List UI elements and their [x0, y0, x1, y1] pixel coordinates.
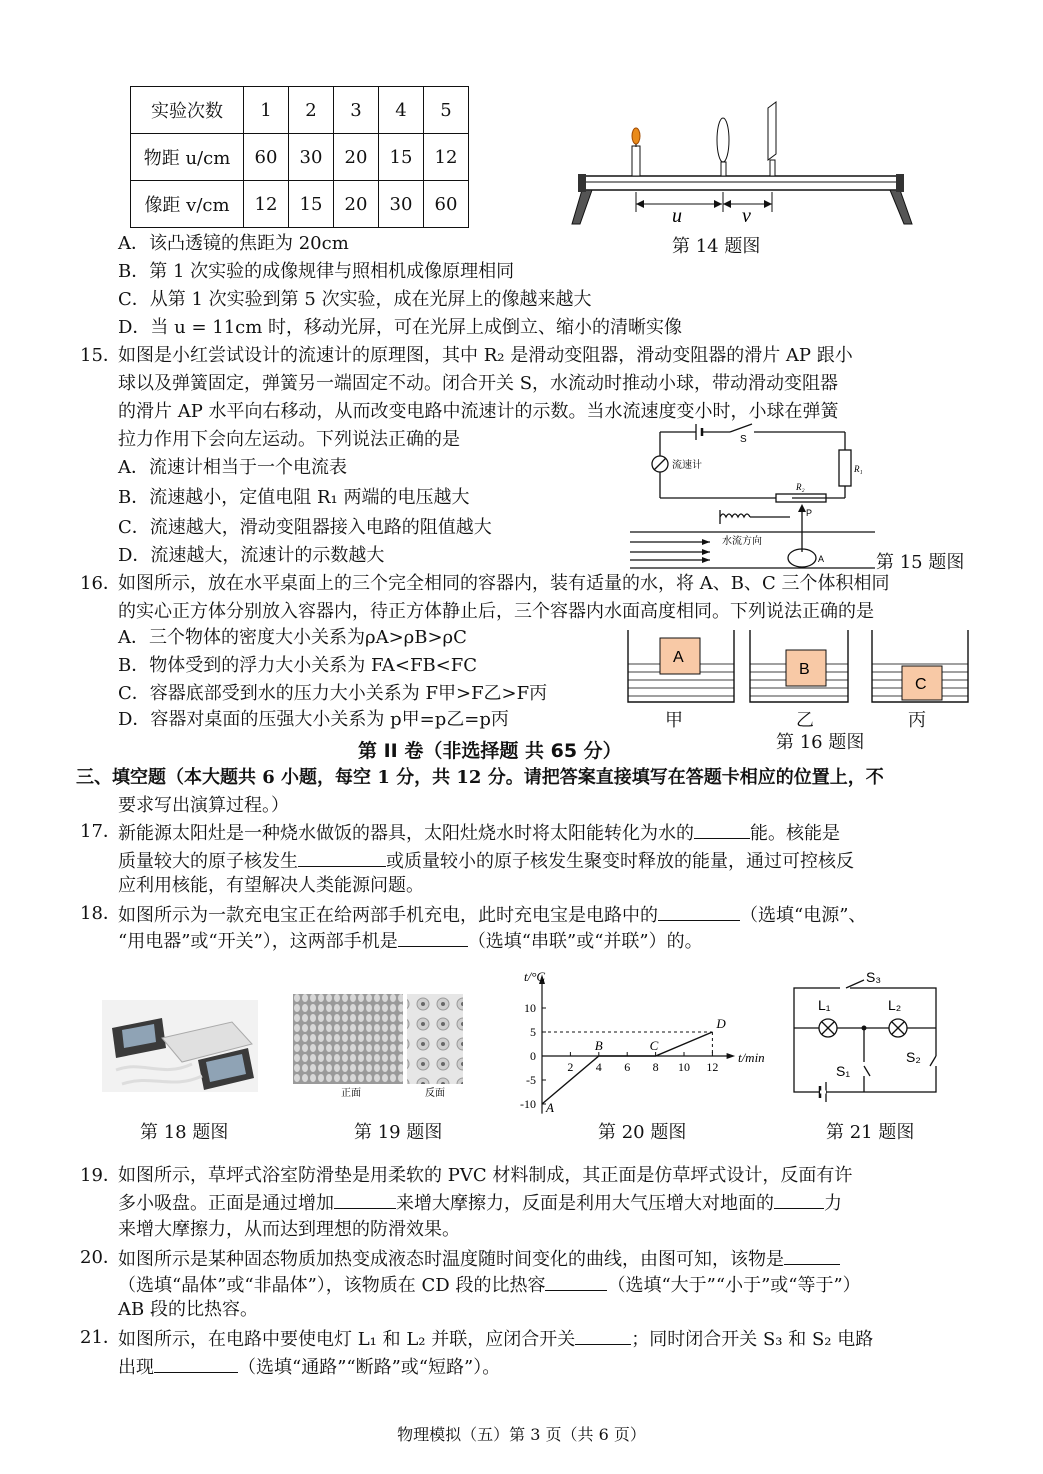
text: 质量较大的原子核发生 — [118, 851, 298, 872]
figure-caption: 第 16 题图 — [776, 732, 865, 753]
table-cell: 2 — [289, 87, 334, 134]
text: 力 — [824, 1193, 842, 1214]
x-tick-label: 10 — [678, 1060, 690, 1074]
question-text — [118, 1272, 861, 1298]
u-label: u — [672, 205, 682, 227]
table-row — [131, 87, 469, 134]
option-text: D．流速越大，流速计的示数越大 — [118, 545, 385, 566]
s1-label: S₁ — [836, 1063, 851, 1079]
y-tick-label: -5 — [526, 1073, 536, 1087]
l2-label: L₂ — [888, 997, 902, 1013]
option-text: C．容器底部受到水的压力大小关系为 F甲>F乙>F丙 — [118, 683, 548, 704]
table-cell: 20 — [334, 134, 379, 181]
question-text: 如图是小红尝试设计的流速计的原理图，其中 R₂ 是滑动变阻器，滑动变阻器的滑片 AP 跟小 — [118, 345, 853, 366]
table-cell: 实验次数 — [131, 87, 244, 134]
option-text: D．容器对桌面的压强大小关系为 p甲=p乙=p丙 — [118, 709, 509, 730]
question-number: 20． — [80, 1247, 121, 1268]
containers-figure — [622, 628, 974, 708]
x-tick-label: 12 — [706, 1060, 719, 1074]
question-text: 应利用核能，有望解决人类能源问题。 — [118, 875, 424, 896]
text: 新能源太阳灶是一种烧水做饭的器具，太阳灶烧水时将太阳能转化为水的 — [118, 823, 694, 844]
text: 多小吸盘。正面是通过增加 — [118, 1193, 334, 1214]
question-text: 的实心正方体分别放入容器内，待正方体静止后，三个容器内水面高度相同。下列说法正确的是 — [118, 601, 874, 622]
option-text: B．第 1 次实验的成像规律与照相机成像原理相同 — [118, 261, 515, 282]
v-label: v — [742, 205, 751, 227]
option-text: C．从第 1 次实验到第 5 次实验，成在光屏上的像越来越大 — [118, 289, 592, 310]
front-label: 正面 — [341, 1088, 361, 1099]
text: （选填“晶体”或“非晶体”），该物质在 CD 段的比热容 — [118, 1275, 546, 1296]
y-tick-label: 10 — [524, 1001, 536, 1015]
question-text — [118, 1354, 500, 1380]
y-tick-label: 0 — [530, 1049, 536, 1063]
meter-label: 流速计 — [672, 460, 702, 471]
answer-blank[interactable] — [398, 928, 468, 947]
r1-label: R₁ — [854, 464, 863, 474]
power-bank-photo — [102, 1000, 258, 1092]
option-text: A．流速计相当于一个电流表 — [118, 457, 347, 478]
table-row — [131, 134, 469, 181]
x-tick-label: 6 — [624, 1060, 631, 1074]
figure-caption: 第 19 题图 — [354, 1122, 443, 1143]
optical-bench-figure — [560, 96, 920, 232]
question-number: 21． — [80, 1327, 121, 1348]
text: 出现 — [118, 1357, 154, 1378]
table-cell: 3 — [334, 87, 379, 134]
answer-blank[interactable] — [694, 820, 750, 839]
question-text — [118, 1246, 840, 1272]
block-a: A — [673, 649, 684, 666]
table-cell: 15 — [379, 134, 424, 181]
table-cell: 15 — [289, 181, 334, 228]
experiment-table — [130, 86, 469, 228]
option-text: A．该凸透镜的焦距为 20cm — [118, 233, 349, 254]
x-tick-label: 2 — [567, 1060, 574, 1074]
text: “用电器”或“开关”），这两部手机是 — [118, 931, 398, 952]
text: 或质量较小的原子核发生聚变时释放的能量，通过可控核反 — [386, 851, 854, 872]
table-cell: 30 — [289, 134, 334, 181]
block-b: B — [799, 661, 810, 678]
point-label: B — [594, 1038, 603, 1053]
figure-caption: 第 20 题图 — [598, 1122, 687, 1143]
flowmeter-circuit-figure — [630, 420, 875, 575]
switch-label: S — [740, 434, 747, 445]
text: （选填“串联”或“并联”）的。 — [467, 931, 703, 952]
question-text — [118, 928, 703, 954]
parallel-circuit-figure — [790, 966, 950, 1106]
question-number: 17． — [80, 821, 121, 842]
text: ；同时闭合开关 S₃ 和 S₂ 电路 — [631, 1329, 874, 1350]
table-cell: 20 — [334, 181, 379, 228]
question-text — [118, 1326, 873, 1352]
section-heading: 要求写出演算过程。） — [118, 795, 289, 816]
question-text: AB 段的比热容。 — [118, 1299, 258, 1320]
question-number: 16． — [80, 573, 121, 594]
answer-blank[interactable] — [545, 1272, 607, 1291]
answer-blank[interactable] — [774, 1190, 824, 1209]
question-text: 的滑片 AP 水平向右移动，从而改变电路中流速计的示数。当水流速度变小时，小球在弹簧 — [118, 401, 839, 422]
text: 能。核能是 — [750, 823, 840, 844]
a-label: A — [818, 554, 825, 564]
question-text — [118, 848, 854, 874]
table-cell: 物距 u/cm — [131, 134, 244, 181]
page-footer: 物理模拟（五）第 3 页（共 6 页） — [397, 1425, 646, 1444]
table-cell: 30 — [379, 181, 424, 228]
s2-label: S₂ — [906, 1049, 921, 1065]
question-text — [118, 820, 840, 846]
container-label: 丙 — [908, 710, 926, 731]
section-heading: 三、填空题（本大题共 6 小题，每空 1 分，共 12 分。请把答案直接填写在答题卡相应的位置上，不 — [76, 767, 884, 788]
option-text: D．当 u = 11cm 时，移动光屏，可在光屏上成倒立、缩小的清晰实像 — [118, 317, 683, 338]
table-cell: 60 — [244, 134, 289, 181]
x-tick-label: 4 — [595, 1060, 602, 1074]
text: （选填“通路”“断路”或“短路”）。 — [238, 1357, 501, 1378]
option-text: B．流速越小，定值电阻 R₁ 两端的电压越大 — [118, 487, 470, 508]
flow-direction-label: 水流方向 — [722, 536, 762, 547]
table-cell: 12 — [244, 181, 289, 228]
back-label: 反面 — [425, 1088, 445, 1099]
point-label: D — [716, 1016, 726, 1031]
question-number: 19． — [80, 1165, 121, 1186]
question-text: 如图所示，放在水平桌面上的三个完全相同的容器内，装有适量的水，将 A、B、C 三个体积相同 — [118, 573, 890, 594]
s3-label: S₃ — [866, 969, 882, 985]
table-cell: 60 — [424, 181, 469, 228]
text: （选填“大于”“小于”或“等于”） — [607, 1275, 861, 1296]
question-number: 15． — [80, 345, 121, 366]
l1-label: L₁ — [818, 997, 831, 1013]
container-label: 乙 — [796, 710, 814, 731]
temperature-chart — [494, 970, 784, 1116]
table-cell: 12 — [424, 134, 469, 181]
part-title: 第 II 卷（非选择题 共 65 分） — [358, 740, 622, 762]
table-cell: 4 — [379, 87, 424, 134]
table-row — [131, 181, 469, 228]
container-label: 甲 — [665, 710, 683, 731]
answer-blank[interactable] — [784, 1246, 840, 1265]
answer-blank[interactable] — [298, 848, 386, 867]
figure-caption: 第 14 题图 — [672, 236, 761, 257]
x-tick-label: 8 — [652, 1060, 659, 1074]
text: 如图所示为一款充电宝正在给两部手机充电，此时充电宝是电路中的 — [118, 905, 658, 926]
question-text: 如图所示，草坪式浴室防滑垫是用柔软的 PVC 材料制成，其正面是仿草坪式设计，反面有许 — [118, 1165, 853, 1186]
y-axis-label: t/°C — [524, 970, 546, 985]
point-label: C — [649, 1038, 659, 1053]
text: （选填“电源”、 — [740, 905, 867, 926]
block-c: C — [915, 676, 927, 693]
text: 来增大摩擦力，反面是利用大气压增大对地面的 — [396, 1193, 774, 1214]
question-number: 18． — [80, 903, 121, 924]
p-label: P — [806, 508, 813, 518]
answer-blank[interactable] — [334, 1190, 396, 1209]
answer-blank[interactable] — [575, 1326, 631, 1345]
x-axis-label: t/min — [737, 1050, 765, 1065]
point-label: A — [546, 1100, 554, 1115]
option-text: A．三个物体的密度大小关系为ρA>ρB>ρC — [118, 627, 467, 648]
y-tick-label: -10 — [520, 1097, 536, 1111]
question-text — [118, 1190, 842, 1216]
option-text: C．流速越大，滑动变阻器接入电路的阻值越大 — [118, 517, 492, 538]
text: 如图所示是某种固态物质加热变成液态时温度随时间变化的曲线，由图可知，该物是 — [118, 1249, 784, 1270]
answer-blank[interactable] — [658, 902, 740, 921]
text: 如图所示，在电路中要使电灯 L₁ 和 L₂ 并联，应闭合开关 — [118, 1329, 576, 1350]
question-text: 拉力作用下会向左运动。下列说法正确的是 — [118, 429, 460, 450]
question-text: 来增大摩擦力，从而达到理想的防滑效果。 — [118, 1219, 460, 1240]
x-axis-arrow — [727, 1053, 736, 1059]
option-text: B．物体受到的浮力大小关系为 FA<FB<FC — [118, 655, 478, 676]
table-cell: 1 — [244, 87, 289, 134]
table-cell: 像距 v/cm — [131, 181, 244, 228]
answer-blank[interactable] — [154, 1354, 238, 1373]
bath-mat-photo — [293, 994, 463, 1102]
figure-caption: 第 15 题图 — [876, 552, 965, 573]
question-text: 球以及弹簧固定，弹簧另一端固定不动。闭合开关 S，水流动时推动小球，带动滑动变阻器 — [118, 373, 839, 394]
figure-caption: 第 18 题图 — [140, 1122, 229, 1143]
r2-label: R₂ — [796, 482, 805, 492]
table-cell: 5 — [424, 87, 469, 134]
figure-caption: 第 21 题图 — [826, 1122, 915, 1143]
y-tick-label: 5 — [530, 1025, 536, 1039]
question-text — [118, 902, 866, 928]
